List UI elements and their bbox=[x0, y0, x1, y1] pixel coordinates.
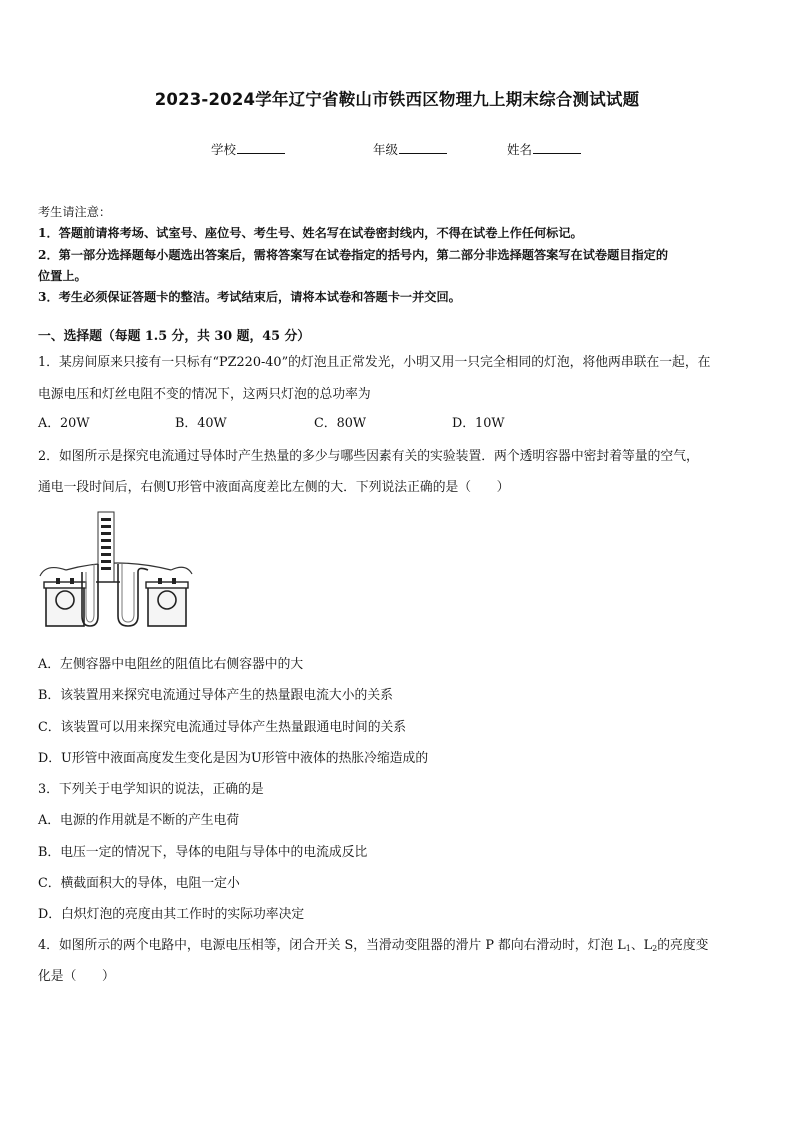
q2-option-d[interactable]: D．U形管中液面高度发生变化是因为U形管中液体的热胀冷缩造成的 bbox=[38, 751, 429, 766]
grade-label: 年级 bbox=[373, 142, 399, 157]
q1-option-c[interactable]: C．80W bbox=[314, 416, 367, 431]
q1-stem-line1: 1．某房间原来只接有一只标有“PZ220-40”的灯泡且正常发光，小明又用一只完全相同的灯泡，将他两串联在一起，在 bbox=[38, 355, 711, 370]
q3-option-d[interactable]: D．白炽灯泡的亮度由其工作时的实际功率决定 bbox=[38, 907, 305, 922]
q1-option-a[interactable]: A．20W bbox=[38, 416, 90, 431]
q2-stem-line1: 2．如图所示是探究电流通过导体时产生热量的多少与哪些因素有关的实验装置．两个透明容器中密封着等量的空气， bbox=[38, 449, 699, 464]
q3-option-c[interactable]: C．横截面积大的导体，电阻一定小 bbox=[38, 876, 240, 891]
student-info-row bbox=[0, 140, 794, 160]
q4-sub-1: 1 bbox=[625, 944, 631, 953]
notice-item: 位置上。 bbox=[38, 268, 87, 283]
school-blank[interactable] bbox=[237, 141, 285, 154]
notice-item: 2．第一部分选择题每小题选出答案后，需将答案写在试卷指定的括号内，第二部分非选择题答案写在试卷题目指定的 bbox=[38, 247, 669, 262]
q3-option-b[interactable]: B．电压一定的情况下，导体的电阻与导体中的电流成反比 bbox=[38, 845, 368, 860]
q2-option-b[interactable]: B．该装置用来探究电流通过导体产生的热量跟电流大小的关系 bbox=[38, 688, 393, 703]
q2-stem-line2: 通电一段时间后，右侧U形管中液面高度差比左侧的大．下列说法正确的是（ ） bbox=[38, 480, 510, 495]
q1-option-b[interactable]: B．40W bbox=[175, 416, 227, 431]
name-field[interactable] bbox=[507, 140, 581, 158]
q4-stem-text-a: 4．如图所示的两个电路中，电源电压相等，闭合开关 S，当滑动变阻器的滑片 P 都向右滑动时，灯泡 L bbox=[38, 938, 626, 953]
name-label: 姓名 bbox=[507, 142, 533, 157]
q4-sub-2: 2 bbox=[652, 944, 658, 953]
page-title: 2023-2024学年辽宁省鞍山市铁西区物理九上期末综合测试试题 bbox=[154, 90, 640, 109]
experiment-apparatus-figure bbox=[36, 508, 196, 633]
q2-option-c[interactable]: C．该装置可以用来探究电流通过导体产生热量跟通电时间的关系 bbox=[38, 720, 407, 735]
notice-item: 3．考生必须保证答题卡的整洁。考试结束后，请将本试卷和答题卡一并交回。 bbox=[38, 290, 461, 305]
q1-stem-line2: 电源电压和灯丝电阻不变的情况下，这两只灯泡的总功率为 bbox=[38, 387, 371, 402]
q3-option-a[interactable]: A．电源的作用就是不断的产生电荷 bbox=[38, 813, 240, 828]
section-heading: 一、选择题（每题 1.5 分，共 30 题，45 分） bbox=[38, 329, 311, 344]
q3-stem: 3．下列关于电学知识的说法，正确的是 bbox=[38, 782, 264, 797]
q4-stem-line1 bbox=[38, 934, 708, 953]
grade-field[interactable] bbox=[373, 140, 447, 158]
q2-option-a[interactable]: A．左侧容器中电阻丝的阻值比右侧容器中的大 bbox=[38, 657, 304, 672]
school-field[interactable] bbox=[211, 140, 285, 158]
q1-option-d[interactable]: D．10W bbox=[452, 416, 505, 431]
notice-block bbox=[38, 202, 760, 308]
grade-blank[interactable] bbox=[399, 141, 447, 154]
name-blank[interactable] bbox=[533, 141, 581, 154]
q4-stem-text-b: 的亮度变 bbox=[657, 938, 709, 953]
notice-heading: 考生请注意： bbox=[38, 205, 112, 219]
notice-item: 1．答题前请将考场、试室号、座位号、考生号、姓名写在试卷密封线内，不得在试卷上作任何标记。 bbox=[38, 226, 583, 241]
q4-stem-line2: 化是（ ） bbox=[38, 969, 115, 984]
q4-sep: 、L bbox=[630, 938, 653, 953]
school-label: 学校 bbox=[211, 142, 237, 157]
